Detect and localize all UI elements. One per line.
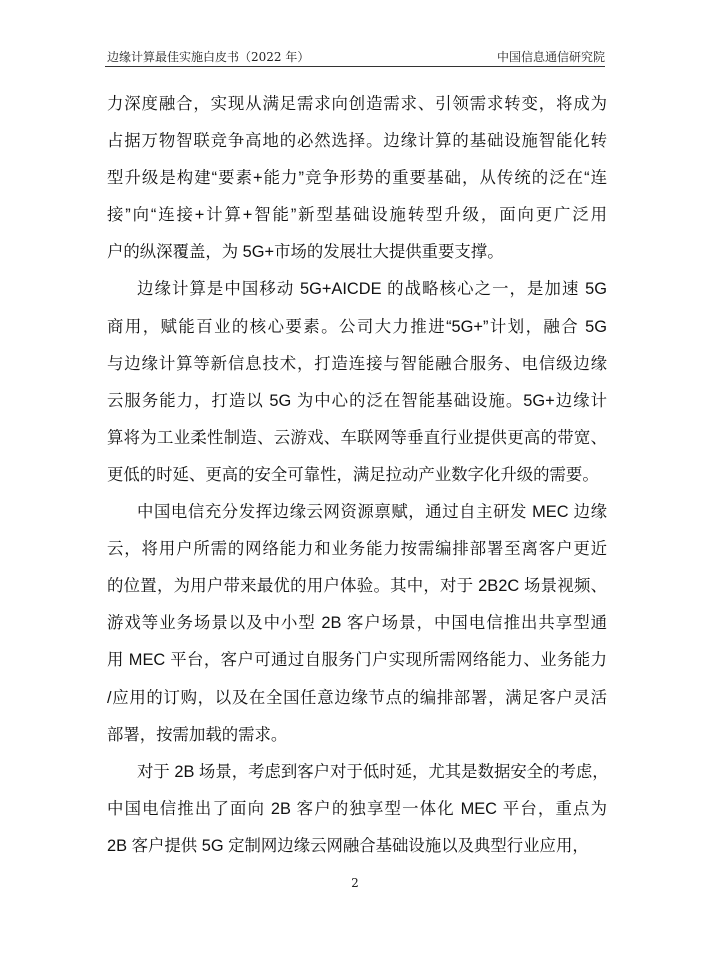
text-line: 型升级是构建“要素+能力”竞争形势的重要基础，从传统的泛在“连: [107, 169, 607, 188]
text-line: 对于 2B 场景，考虑到客户对于低时延，尤其是数据安全的考虑，: [137, 762, 609, 781]
text-line: 边缘计算是中国移动 5G+AICDE 的战略核心之一，是加速 5G: [137, 280, 607, 299]
text-line: 更低的时延、更高的安全可靠性，满足拉动产业数字化升级的需要。: [107, 465, 599, 484]
running-header: [105, 47, 605, 67]
text-line: 云，将用户所需的网络能力和业务能力按需编排部署至离客户更近: [107, 540, 607, 559]
text-line: 商用，赋能百业的核心要素。公司大力推进“5G+”计划，融合 5G: [107, 317, 607, 336]
text-line: 户的纵深覆盖，为 5G+市场的发展壮大提供重要支撑。: [107, 243, 504, 262]
text-line: /应用的订购，以及在全国任意边缘节点的编排部署，满足客户灵活: [107, 688, 607, 707]
paragraph: [107, 86, 607, 271]
page-number: 2: [351, 876, 359, 890]
text-line: 中国电信充分发挥边缘云网资源禀赋，通过自主研发 MEC 边缘: [137, 503, 607, 522]
paragraph: [107, 494, 607, 754]
body-text: [107, 86, 607, 865]
text-line: 与边缘计算等新信息技术，打造连接与智能融合服务、电信级边缘: [107, 354, 607, 373]
text-line: 力深度融合，实现从满足需求向创造需求、引领需求转变，将成为: [107, 95, 607, 113]
text-line: 云服务能力，打造以 5G 为中心的泛在智能基础设施。5G+边缘计: [107, 391, 607, 410]
text-line: 的位置，为用户带来最优的用户体验。其中，对于 2B2C 场景视频、: [107, 577, 607, 596]
text-line: 中国电信推出了面向 2B 客户的独享型一体化 MEC 平台，重点为: [107, 799, 607, 818]
text-line: 算将为工业柔性制造、云游戏、车联网等垂直行业提供更高的带宽、: [107, 428, 607, 447]
header-document-title: 边缘计算最佳实施白皮书（2022 年）: [107, 50, 310, 64]
text-line: 占据万物智联竞争高地的必然选择。边缘计算的基础设施智能化转: [107, 132, 607, 151]
text-line: 用 MEC 平台，客户可通过自服务门户实现所需网络能力、业务能力: [107, 651, 607, 670]
paragraph: [107, 271, 607, 494]
text-line: 2B 客户提供 5G 定制网边缘云网融合基础设施以及典型行业应用，: [107, 836, 589, 855]
text-line: 接”向“连接+计算+智能”新型基础设施转型升级，面向更广泛用: [107, 206, 607, 225]
header-organization: 中国信息通信研究院: [496, 50, 605, 64]
text-line: 部署，按需加载的需求。: [107, 725, 288, 744]
paragraph: [107, 754, 607, 865]
text-line: 游戏等业务场景以及中小型 2B 客户场景，中国电信推出共享型通: [107, 614, 607, 633]
